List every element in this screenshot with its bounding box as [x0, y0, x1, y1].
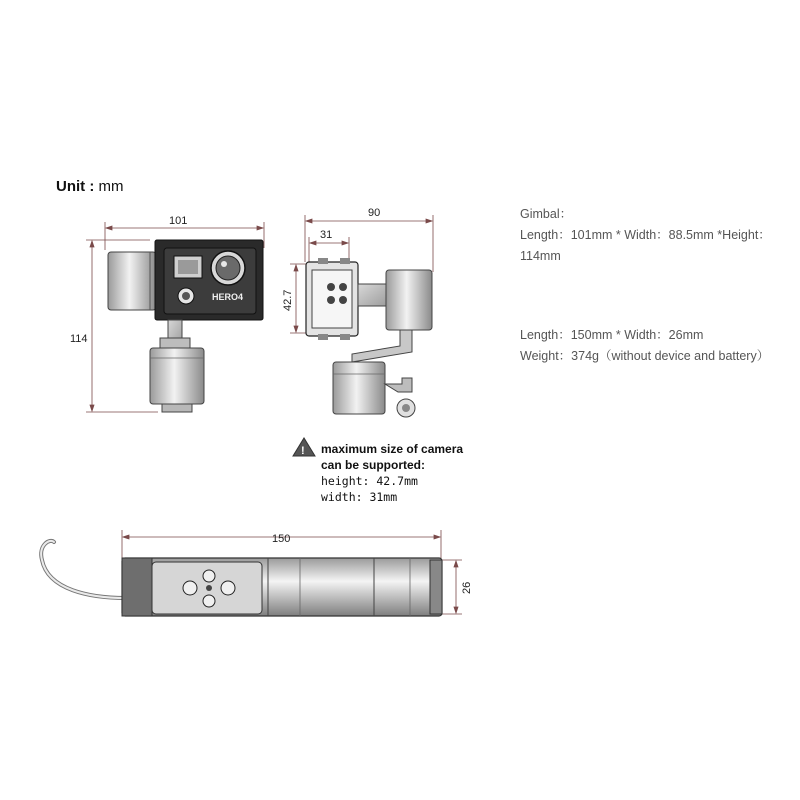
note-line-3: height: 42.7mm [321, 474, 418, 488]
camera-height-label: 42.7 [282, 289, 294, 311]
front-view [70, 215, 264, 412]
note-line-1: maximum size of camera [321, 442, 464, 456]
note-line-2: can be supported: [321, 458, 426, 472]
handle-length-label: 150 [272, 533, 291, 545]
gimbal-dimensions: Length：101mm * Width：88.5mm *Height：114mm [520, 228, 771, 263]
handle-diameter-label: 26 [461, 581, 473, 594]
camera-width-label: 31 [320, 229, 333, 241]
front-width-label: 101 [169, 215, 188, 227]
svg-text:!: ! [301, 445, 305, 457]
unit-label: Unit : [56, 178, 95, 195]
side-width-label: 90 [368, 207, 381, 219]
handle-diameter-dimension [442, 560, 462, 614]
camera-size-note [293, 438, 463, 504]
handle-dimensions: Length：150mm * Width：26mm [520, 328, 704, 342]
pan-motor [150, 348, 204, 404]
gimbal-label: Gimbal： [520, 207, 573, 221]
side-view [282, 207, 433, 417]
side-pan-motor [333, 362, 385, 414]
weight-spec: Weight：374g（without device and battery） [520, 349, 770, 363]
cable [41, 541, 126, 598]
note-line-4: width: 31mm [321, 490, 398, 504]
handle-view [41, 530, 473, 616]
unit-value: mm [98, 178, 124, 195]
camera-model-label: HERO4 [212, 292, 244, 302]
tilt-motor [386, 270, 432, 330]
front-height-label: 114 [70, 333, 88, 345]
roll-motor [108, 252, 156, 310]
